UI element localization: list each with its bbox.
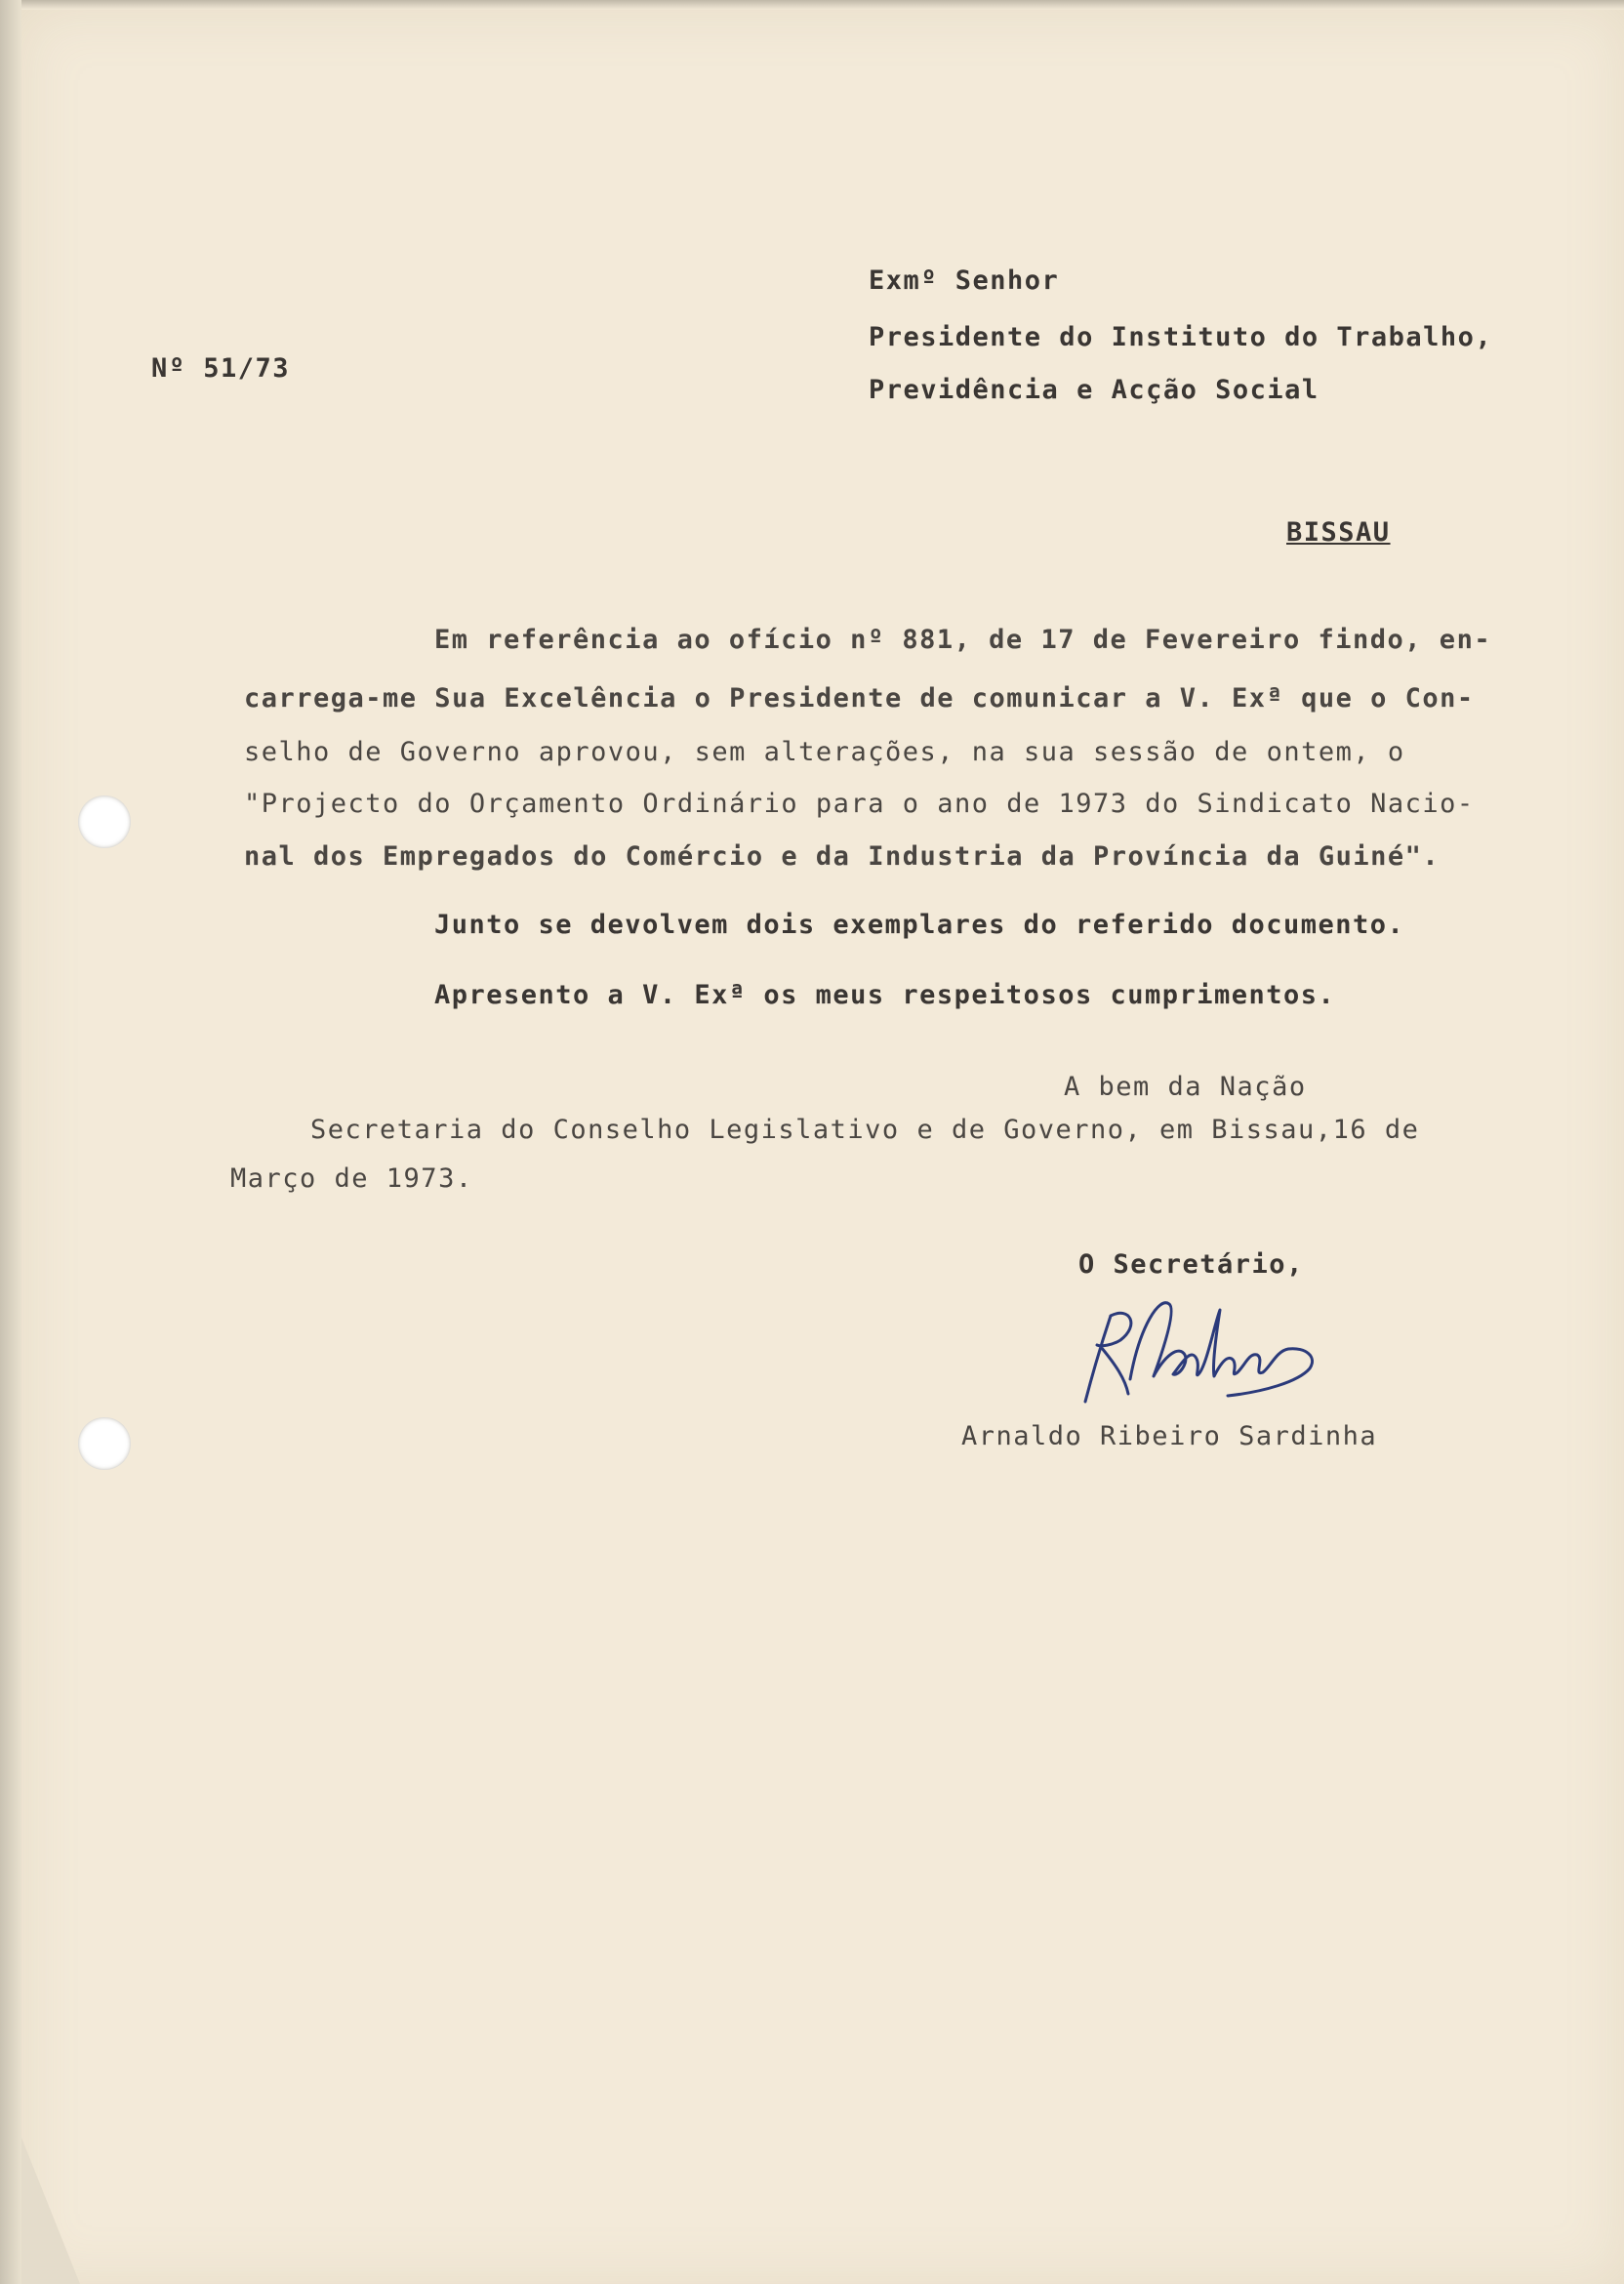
closing-place-line-1: Secretaria do Conselho Legislativo e de Governo, em Bissau,16 de [310, 1115, 1420, 1145]
reference-number: Nº 51/73 [151, 353, 291, 384]
body-paragraph-1-line-1: Em referência ao ofício nº 881, de 17 de Fevereiro findo, en- [434, 625, 1492, 655]
body-paragraph-2: Junto se devolvem dois exemplares do referido documento. [434, 910, 1405, 940]
punch-hole-upper [78, 795, 131, 848]
signature-stroke-name [1130, 1303, 1313, 1396]
addressee-line-1: Presidente do Instituto do Trabalho, [869, 322, 1493, 352]
addressee-line-2: Previdência e Acção Social [869, 375, 1320, 405]
closing-place-line-2: Março de 1973. [230, 1163, 473, 1194]
torn-corner [21, 2138, 80, 2284]
salutation: Exmº Senhor [869, 265, 1060, 296]
closing-motto: A bem da Nação [1064, 1072, 1307, 1102]
body-paragraph-1-line-5: nal dos Empregados do Comércio e da Industria da Província da Guiné". [244, 841, 1441, 872]
page-edge-shadow [0, 0, 21, 2284]
body-paragraph-1-line-4: "Projecto do Orçamento Ordinário para o ano de 1973 do Sindicato Nacio- [244, 789, 1475, 819]
addressee-city: BISSAU [1286, 517, 1391, 548]
body-paragraph-1-line-3: selho de Governo aprovou, sem alterações, na sua sessão de ontem, o [244, 737, 1405, 767]
body-paragraph-3: Apresento a V. Exª os meus respeitosos cumprimentos. [434, 980, 1336, 1010]
page-top-edge [21, 0, 1624, 10]
signature-stroke-initial [1085, 1313, 1131, 1402]
body-paragraph-1-line-2: carrega-me Sua Excelência o Presidente de comunicar a V. Exª que o Con- [244, 683, 1475, 714]
signatory-name: Arnaldo Ribeiro Sardinha [961, 1421, 1378, 1451]
handwritten-signature [1072, 1286, 1335, 1423]
punch-hole-lower [78, 1417, 131, 1470]
signatory-title: O Secretário, [1078, 1249, 1304, 1280]
